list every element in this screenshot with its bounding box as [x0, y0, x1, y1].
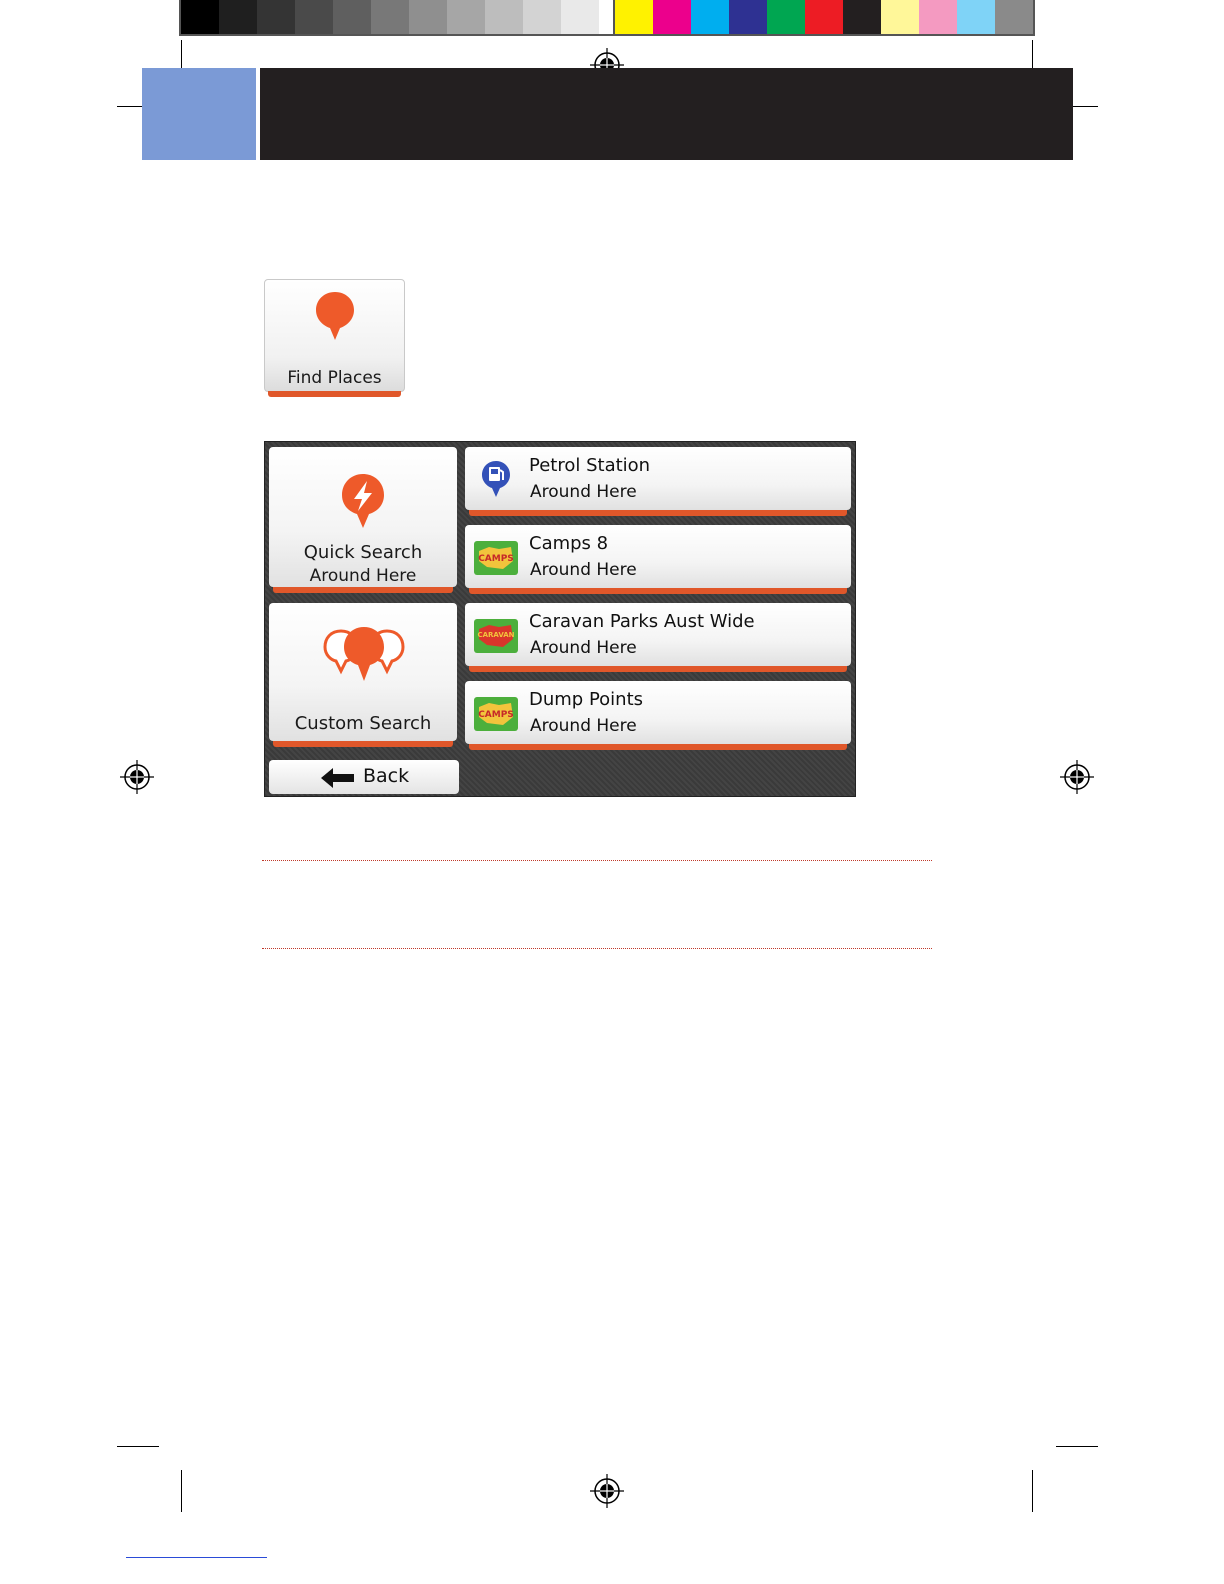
color-swatch	[995, 0, 1033, 34]
multi-pin-icon	[321, 625, 407, 685]
color-swatch	[561, 0, 599, 34]
row-title: Dump Points	[529, 689, 644, 710]
color-swatch	[729, 0, 767, 34]
quick-search-label: Quick Search	[303, 542, 423, 563]
color-swatch	[653, 0, 691, 34]
map-pin-icon	[313, 288, 357, 344]
back-arrow-icon	[321, 768, 355, 788]
color-swatch	[843, 0, 881, 34]
back-label: Back	[363, 765, 410, 787]
color-swatch	[257, 0, 295, 34]
row-subtitle: Around Here	[530, 482, 637, 502]
color-swatch	[295, 0, 333, 34]
custom-search-label: Custom Search	[294, 713, 432, 734]
svg-text:CARAVAN: CARAVAN	[477, 631, 515, 639]
color-swatch	[447, 0, 485, 34]
color-swatch	[957, 0, 995, 34]
lightning-pin-icon	[339, 471, 387, 531]
svg-text:CAMPS: CAMPS	[478, 554, 514, 564]
registration-mark-icon	[590, 1474, 624, 1508]
back-button[interactable]	[269, 760, 459, 794]
color-swatch	[881, 0, 919, 34]
quick-search-sublabel: Around Here	[309, 566, 417, 586]
crop-mark	[1056, 1446, 1098, 1447]
row-subtitle: Around Here	[530, 560, 637, 580]
caravan-map-icon	[473, 615, 519, 655]
quick-search-button[interactable]	[269, 447, 457, 587]
find-places-button[interactable]	[264, 279, 405, 392]
custom-search-button[interactable]	[269, 603, 457, 741]
button-accent	[273, 587, 453, 593]
navigation-screen	[264, 441, 856, 797]
row-title: Petrol Station	[529, 455, 651, 476]
footer-line	[126, 1557, 267, 1558]
button-accent	[273, 741, 453, 747]
row-subtitle: Around Here	[530, 716, 637, 736]
crop-mark	[117, 1446, 159, 1447]
color-swatch-bar	[613, 0, 1035, 36]
camps-map-icon	[473, 537, 519, 577]
button-accent	[469, 666, 847, 672]
list-item-camps-8[interactable]	[465, 525, 851, 588]
color-swatch	[371, 0, 409, 34]
button-accent	[469, 744, 847, 750]
list-item-petrol-station[interactable]	[465, 447, 851, 510]
chapter-tab	[142, 68, 256, 160]
color-swatch	[615, 0, 653, 34]
divider	[262, 948, 932, 949]
color-swatch	[767, 0, 805, 34]
svg-text:CAMPS: CAMPS	[478, 710, 514, 720]
row-subtitle: Around Here	[530, 638, 637, 658]
list-item-dump-points[interactable]	[465, 681, 851, 744]
button-accent	[268, 391, 401, 397]
button-accent	[469, 510, 847, 516]
color-swatch	[409, 0, 447, 34]
camps-map-icon	[473, 693, 519, 733]
crop-mark	[1032, 1470, 1033, 1512]
color-swatch	[523, 0, 561, 34]
color-swatch	[691, 0, 729, 34]
row-title: Caravan Parks Aust Wide	[529, 611, 755, 632]
color-swatch	[805, 0, 843, 34]
crop-mark	[181, 1470, 182, 1512]
divider	[262, 860, 932, 861]
row-title: Camps 8	[529, 533, 609, 554]
registration-mark-icon	[120, 760, 154, 794]
registration-mark-icon	[1060, 760, 1094, 794]
button-accent	[469, 588, 847, 594]
color-swatch	[333, 0, 371, 34]
header-bar	[260, 68, 1073, 160]
list-item-caravan-parks[interactable]	[465, 603, 851, 666]
color-swatch	[919, 0, 957, 34]
color-swatch	[219, 0, 257, 34]
color-swatch	[485, 0, 523, 34]
find-places-label: Find Places	[287, 368, 382, 388]
fuel-pin-icon	[473, 459, 519, 499]
gray-swatch-bar	[179, 0, 639, 36]
color-swatch	[181, 0, 219, 34]
